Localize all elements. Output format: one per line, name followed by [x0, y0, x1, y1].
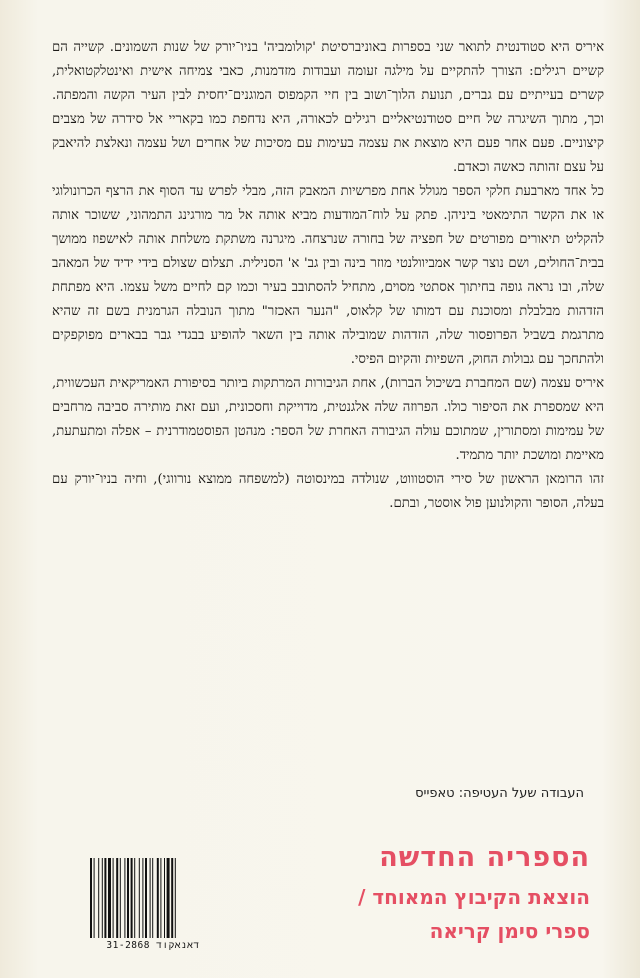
barcode: [88, 858, 218, 954]
publisher-imprint: [230, 840, 590, 948]
publisher-name: הוצאת הקיבוץ המאוחד /: [358, 885, 590, 909]
blurb-paragraph-3: איריס עצמה (שם המחברת בשיכול הברות), אחת הגיבורות המרתקות ביותר בסיפורת האמריקאית העכשווית, היא שמספרת את הסיפור כולו. הפרוזה שלה אלגנטית, מדוייקת וחסכונית, ועם זאת מותירה סביבה מרחבים של עמימות ומסתורין, שמתוכם עולה הגיבורה האחרת של הספר: מנהטן הפוסטמודרנית – אפלה ומתעתעת, מאיימת ומושכת יותר מתמיד.: [52, 376, 604, 463]
barcode-number: דאנאקוד 31-2868: [106, 940, 200, 951]
series-name: ספרי סימן קריאה: [429, 919, 590, 943]
barcode-icon: [88, 858, 218, 938]
cover-art-credit: העבודה שעל העטיפה: טאפייס: [415, 786, 584, 801]
blurb-paragraph-2: כל אחד מארבעת חלקי הספר מגולל אחת מפרשיות המאבק הזה, מבלי לפרש עד הסוף את הרצף הכרונולוגי או את הקשר התימאטי ביניהן. פתק על לוח־המודעות מביא אותה אל מר מורגינג התמהוני, ששוכר אותה להקליט תיאורים מפורטים של חפציה של בחורה שנרצחה. מיגרנה משתקת משלחת אותה לאישפוז ממושך בבית־החולים, ושם נוצר קשר אמביוולנטי מוזר בינה ובין גב' א' הסנילית. תצלום שצולם בידי ידיד של המאהב שלה, ובו נראה גופה בחיתוך אסתטי מסוים, מתחיל להסתובב בעיר וכמו קם לחיים משל עצמו. היא מפתחת הזדהות מבלבלת ומסוכנת עם דמותו של קלאוס, "הנער האכזר" מתוך הנובלה הגרמנית בשם זה שהיא מתרגמת בשביל הפרופסור שלה, הזדהות שמובילה אותה בין השאר להופיע בבגדי גבר בבארים מפוקפקים ולהתחכך עם גבולות החוק, השפיות והקיום הפיסי.: [52, 184, 604, 367]
blurb-paragraph-1: איריס היא סטודנטית לתואר שני בספרות באוניברסיטת 'קולומביה' בניו־יורק של שנות השמונים. קשייה הם קשיים רגילים: הצורך להתקיים על מילגה זעומה ועבודות מזדמנות, כאבי צמיחה אישית ואינטלקטואלית, קשרים בעייתיים עם גברים, תנועת הלוך־ושוב בין חיי הקמפוס המוגנים־יחסית לבין העיר הקשה והמפתה. וכך, מתוך השיגרה של חיים סטודנטיאליים רגילים לכאורה, היא נדחפת כמו בקאריי אל סידרה של מצבים קיצוניים. פעם אחר פעם היא מוצאת את עצמה בעימות עם מסיכות של אחרים ושל עצמה ונאלצת להיאבק על עצם זהותה כאשה וכאדם.: [52, 40, 604, 175]
series-title: הספריה החדשה: [379, 842, 590, 873]
blurb-paragraph-4: זהו הרומאן הראשון של סירי הוסטוווט, שנולדה במינסוטה (למשפחה ממוצא נורווגי), וחיה בניו־יורק עם בעלה, הסופר והקולנוען פול אוסטר, ובתם.: [52, 472, 604, 511]
blurb-text: [52, 36, 604, 516]
